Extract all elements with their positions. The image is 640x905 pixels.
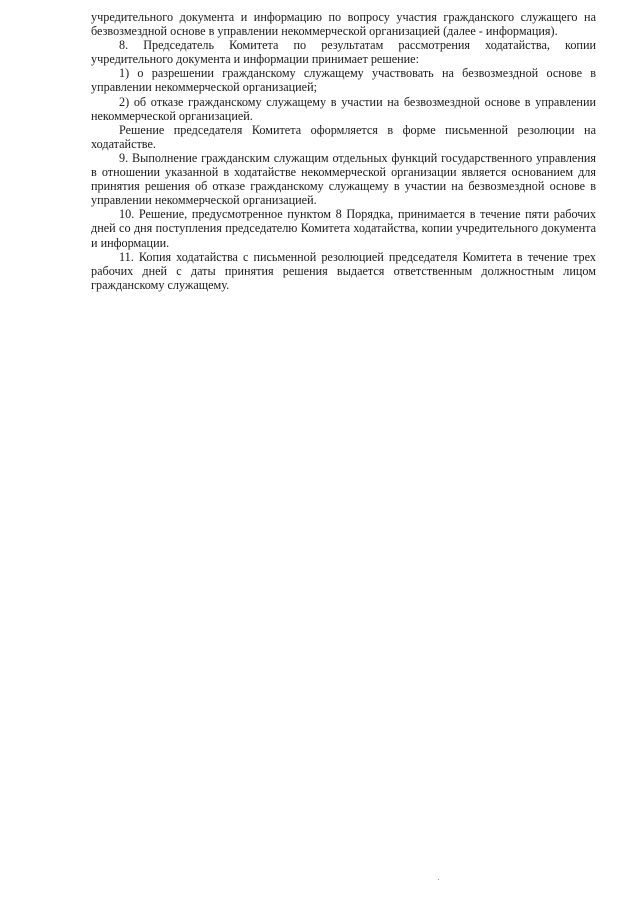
- scan-artifact: [438, 879, 439, 880]
- paragraph-subitem-2: 2) об отказе гражданскому служащему в участии на безвозмездной основе в управлении некоммерческой организацией.: [91, 94, 596, 123]
- paragraph-item-9: 9. Выполнение гражданским служащим отдельных функций государственного управления в отношении указанной в ходатайстве некоммерческой организации является основанием для принятия решения об отказе гражданскому служащему в участии на безвозмездной основе в управлении некоммерческой организацией.: [91, 150, 596, 208]
- paragraph-resolution: Решение председателя Комитета оформляется в форме письменной резолюции на ходатайстве.: [91, 122, 596, 151]
- document-body: [91, 10, 596, 292]
- paragraph-item-11: 11. Копия ходатайства с письменной резолюцией председателя Комитета в течение трех рабочих дней с даты принятия решения выдается ответственным должностным лицом гражданскому служащему.: [91, 249, 596, 292]
- paragraph-item-10: 10. Решение, предусмотренное пунктом 8 Порядка, принимается в течение пяти рабочих дней со дня поступления председателю Комитета ходатайства, копии учредительного документа и информации.: [91, 207, 596, 250]
- paragraph-item-8: 8. Председатель Комитета по результатам рассмотрения ходатайства, копии учредительного документа и информации принимает решение:: [91, 38, 596, 67]
- paragraph-subitem-1: 1) о разрешении гражданскому служащему участвовать на безвозмездной основе в управлении некоммерческой организацией;: [91, 66, 596, 95]
- paragraph-continuation: учредительного документа и информацию по вопросу участия гражданского служащего на безвозмездной основе в управлении некоммерческой организацией (далее - информация).: [91, 10, 596, 39]
